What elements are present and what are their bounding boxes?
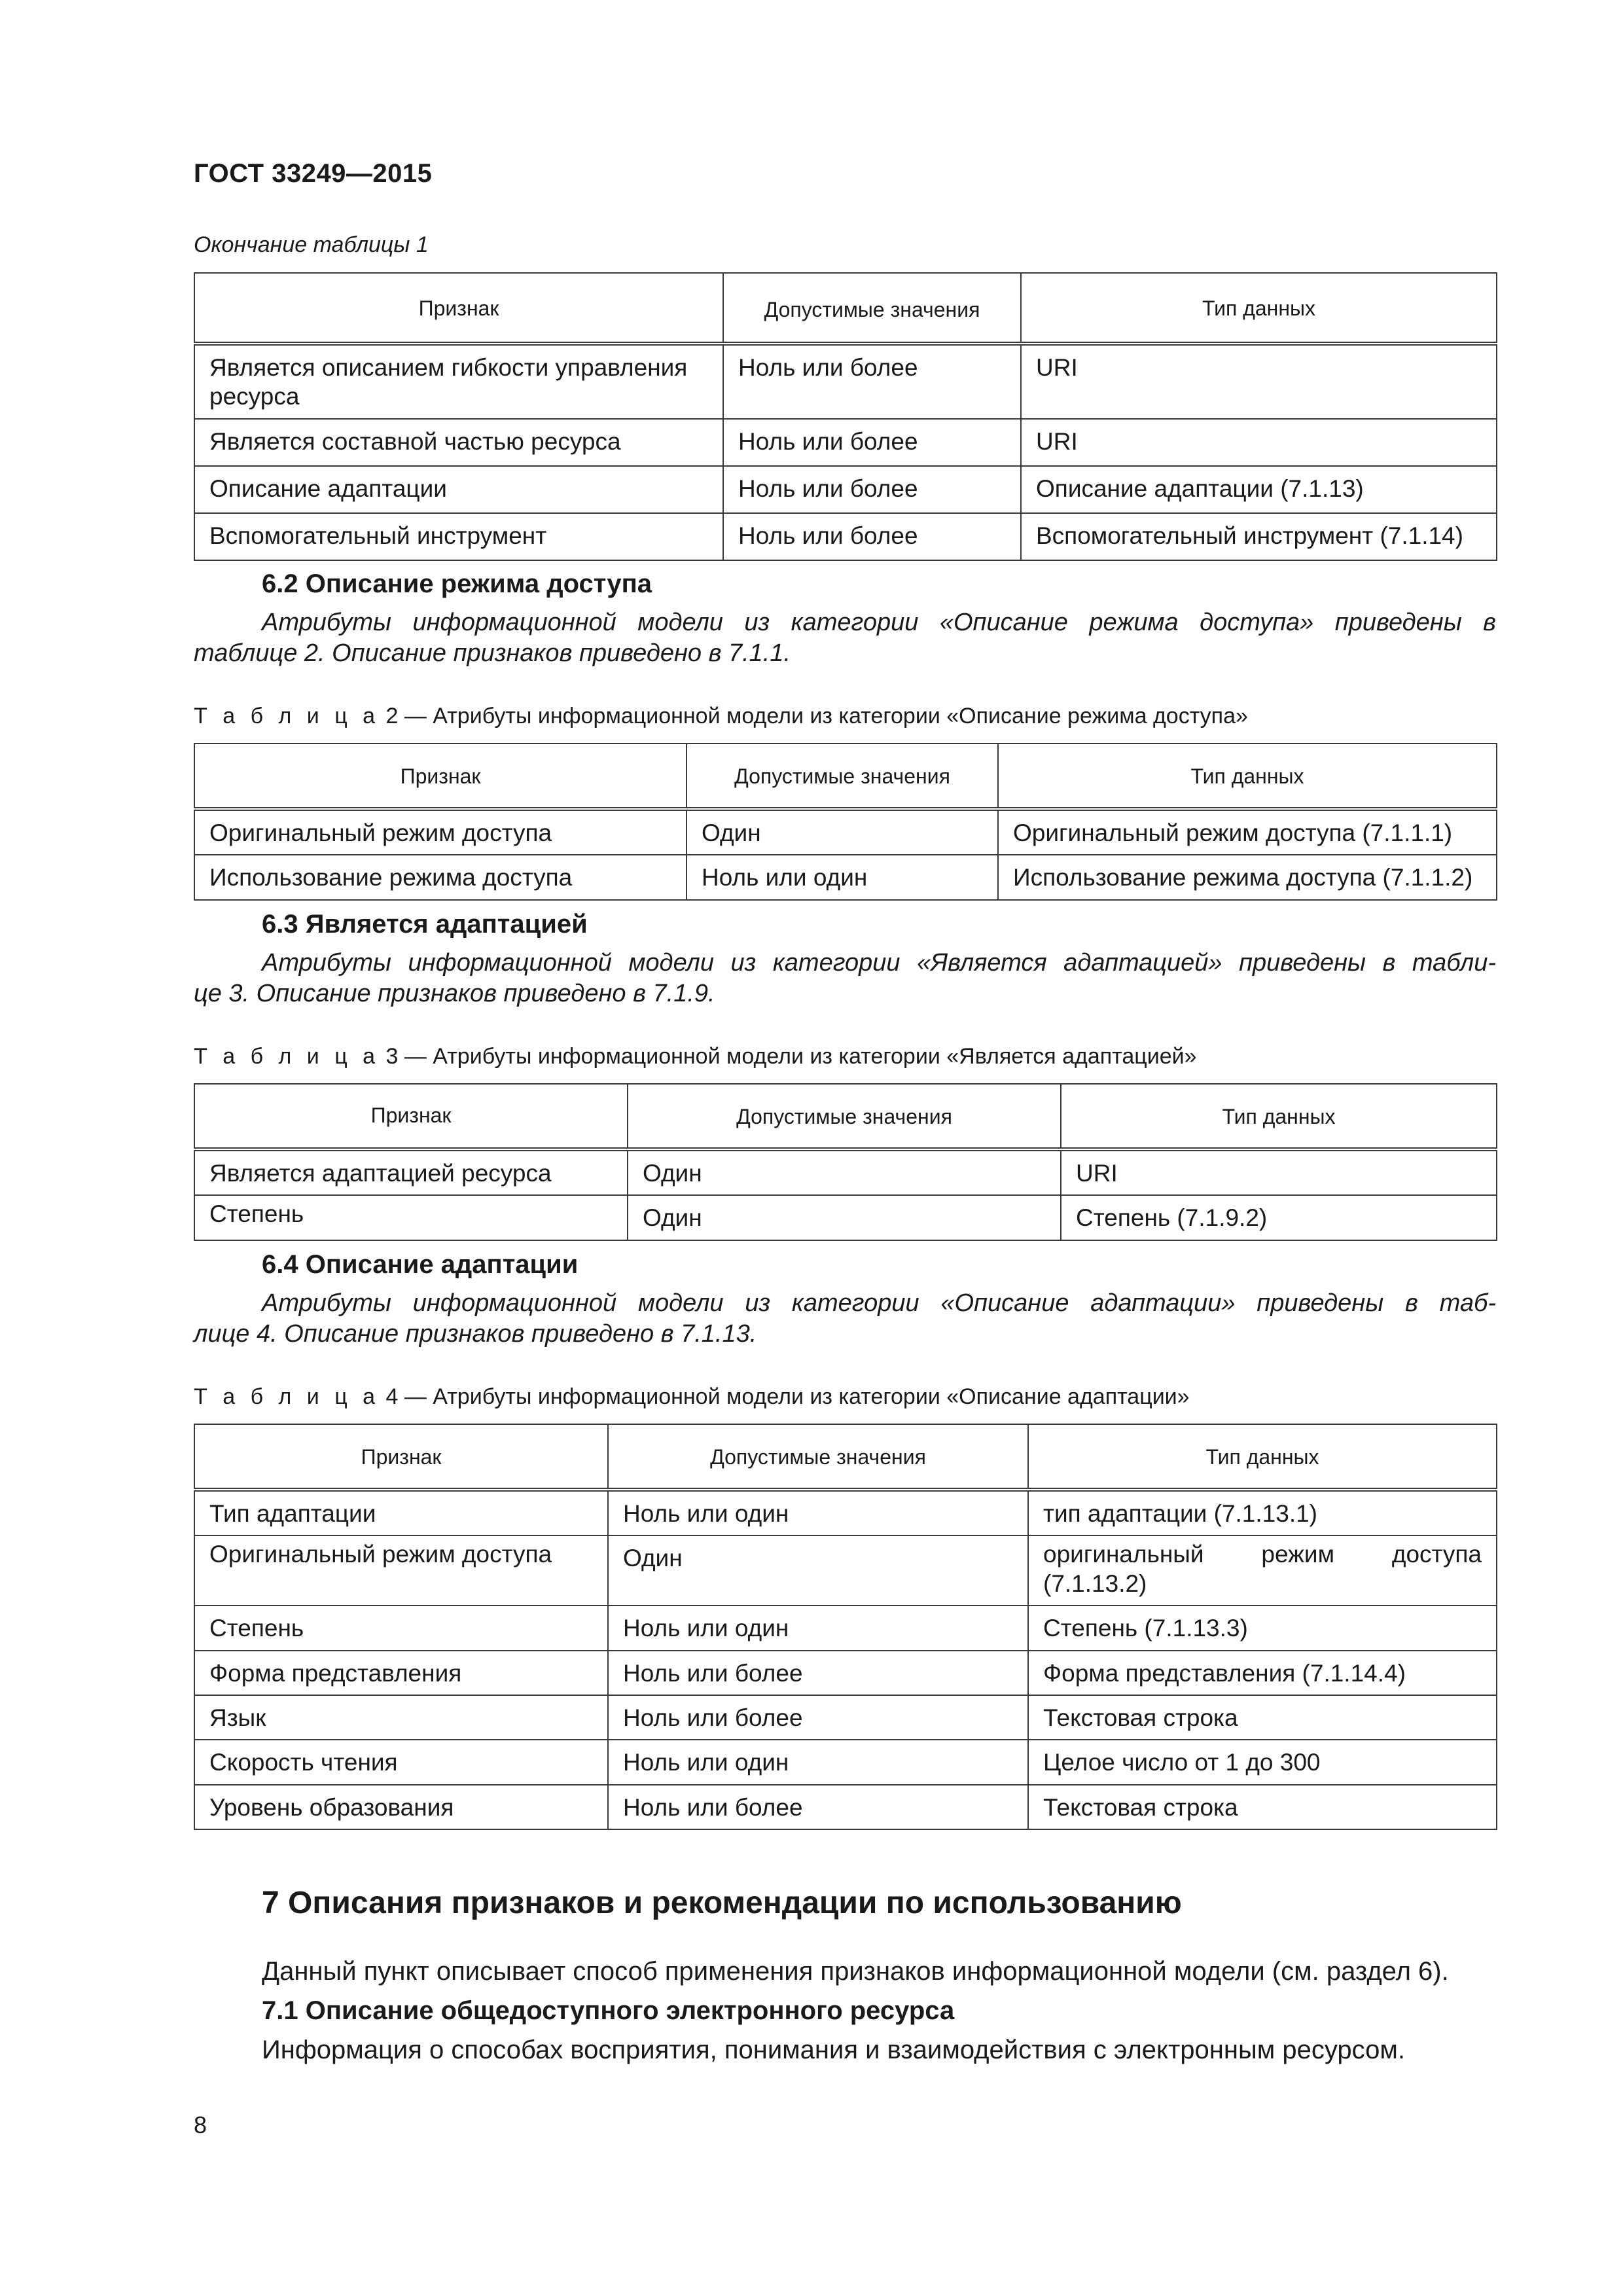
table-cell: Один [628,1195,1061,1240]
table-cell: URI [1021,344,1497,419]
section-7-intro: Данный пункт описывает способ применения признаков информационной модели (см. раздел 6). [262,1957,1449,1986]
column-header: Признак [194,744,687,809]
document-id-header: ГОСТ 33249—2015 [194,159,433,188]
table4-caption [194,1384,1190,1410]
column-header: Тип данных [1061,1084,1497,1149]
table-cell: тип адаптации (7.1.13.1) [1028,1490,1497,1535]
table-cell [1028,1535,1497,1605]
table-cell: Является описанием гибкости управления ресурса [194,344,723,419]
table-cell: Ноль или один [608,1490,1028,1535]
table-row [194,809,1497,855]
table-row [194,1490,1497,1535]
table-header-row [194,1424,1497,1490]
table-header-row [194,1084,1497,1149]
table-cell: Ноль или один [687,855,998,899]
column-header: Допустимые значения [687,744,998,809]
table-cell: Текстовая строка [1028,1785,1497,1829]
table-caption-text: 3 — Атрибуты информационной модели из категории «Является адаптацией» [385,1044,1197,1069]
table-header-row [194,744,1497,809]
table-cell: Использование режима доступа (7.1.1.2) [998,855,1497,899]
column-header: Допустимые значения [723,273,1021,344]
table-cell: Является составной частью ресурса [194,419,723,466]
table-cell: Степень (7.1.9.2) [1061,1195,1497,1240]
table-caption-text: 4 — Атрибуты информационной модели из категории «Описание адаптации» [385,1384,1190,1409]
table-cell: Язык [194,1695,608,1740]
section-7-1-text: Информация о способах восприятия, понимания и взаимодействия с электронным ресурсом. [262,2036,1405,2064]
table-label: Т а б л и ц а [194,1384,380,1409]
table-row [194,1695,1497,1740]
table-cell: Ноль или более [608,1695,1028,1740]
table-4 [194,1424,1497,1830]
table-cell: Форма представления [194,1651,608,1695]
table-cell: Один [608,1535,1028,1605]
table-cell: Ноль или более [608,1785,1028,1829]
table-cell: Ноль или более [608,1651,1028,1695]
paragraph-line: це 3. Описание признаков приведено в 7.1.9. [194,980,715,1007]
table-row [194,1651,1497,1695]
table-cell: Один [687,809,998,855]
table-caption-text: 2 — Атрибуты информационной модели из категории «Описание режима доступа» [385,704,1248,728]
table-cell: Использование режима доступа [194,855,687,899]
table-label: Т а б л и ц а [194,1044,380,1069]
table-row [194,1605,1497,1650]
table-cell: Ноль или более [723,419,1021,466]
table-cell: Оригинальный режим доступа [194,1535,608,1605]
section-7-1-heading: 7.1 Описание общедоступного электронного ресурса [262,1996,955,2025]
column-header: Тип данных [998,744,1497,809]
paragraph-line: Атрибуты информационной модели из категории «Описание режима доступа» приведены в [262,609,1496,636]
table3-caption [194,1044,1197,1069]
column-header: Признак [194,273,723,344]
section-6-2-paragraph [194,607,1496,669]
table-row [194,344,1497,419]
paragraph-line: лице 4. Описание признаков приведено в 7.1.13. [194,1320,757,1348]
table-header-row [194,273,1497,344]
table1-continuation-caption: Окончание таблицы 1 [194,232,429,257]
table-3 [194,1083,1497,1241]
section-7-heading: 7 Описания признаков и рекомендации по использованию [262,1886,1182,1920]
table-row [194,1785,1497,1829]
section-6-4-paragraph [194,1288,1496,1350]
table-cell: Ноль или более [723,466,1021,513]
table-cell: Ноль или один [608,1740,1028,1784]
table-cell: Один [628,1149,1061,1195]
table-row [194,1535,1497,1605]
table-2 [194,743,1497,901]
column-header: Допустимые значения [628,1084,1061,1149]
table-row [194,513,1497,560]
page-number: 8 [194,2111,207,2138]
table-cell: Текстовая строка [1028,1695,1497,1740]
table-cell: Оригинальный режим доступа [194,809,687,855]
table-cell: Вспомогательный инструмент (7.1.14) [1021,513,1497,560]
table-row [194,1740,1497,1784]
table2-caption [194,704,1248,729]
table-row [194,466,1497,513]
table-cell: Описание адаптации (7.1.13) [1021,466,1497,513]
table-row [194,855,1497,899]
table-cell: Скорость чтения [194,1740,608,1784]
column-header: Признак [194,1424,608,1490]
column-header: Тип данных [1028,1424,1497,1490]
table-cell: URI [1021,419,1497,466]
table-cell: Уровень образования [194,1785,608,1829]
column-header: Признак [194,1084,628,1149]
table-label: Т а б л и ц а [194,704,380,728]
table-cell: Степень (7.1.13.3) [1028,1605,1497,1650]
table-1 [194,272,1497,561]
table-row [194,1149,1497,1195]
paragraph-line: таблице 2. Описание признаков приведено в 7.1.1. [194,639,791,667]
table-cell: Является адаптацией ресурса [194,1149,628,1195]
cell-text: оригинальный режим доступа (7.1.13.2) [1043,1541,1482,1597]
table-cell: Ноль или один [608,1605,1028,1650]
table-row [194,1195,1497,1240]
column-header: Допустимые значения [608,1424,1028,1490]
table-cell: Оригинальный режим доступа (7.1.1.1) [998,809,1497,855]
table-row [194,419,1497,466]
table-cell: URI [1061,1149,1497,1195]
section-6-2-heading: 6.2 Описание режима доступа [262,569,652,598]
section-6-4-heading: 6.4 Описание адаптации [262,1250,579,1279]
section-6-3-heading: 6.3 Является адаптацией [262,910,588,939]
column-header: Тип данных [1021,273,1497,344]
table-cell: Степень [194,1605,608,1650]
table-cell: Форма представления (7.1.14.4) [1028,1651,1497,1695]
table-cell: Степень [194,1195,628,1240]
section-6-3-paragraph [194,948,1496,1009]
table-cell: Описание адаптации [194,466,723,513]
paragraph-line: Атрибуты информационной модели из категории «Является адаптацией» приведены в табли- [262,949,1496,977]
paragraph-line: Атрибуты информационной модели из категории «Описание адаптации» приведены в таб- [262,1289,1496,1317]
table-cell: Целое число от 1 до 300 [1028,1740,1497,1784]
table-cell: Вспомогательный инструмент [194,513,723,560]
table-cell: Ноль или более [723,513,1021,560]
table-cell: Ноль или более [723,344,1021,419]
table-cell: Тип адаптации [194,1490,608,1535]
